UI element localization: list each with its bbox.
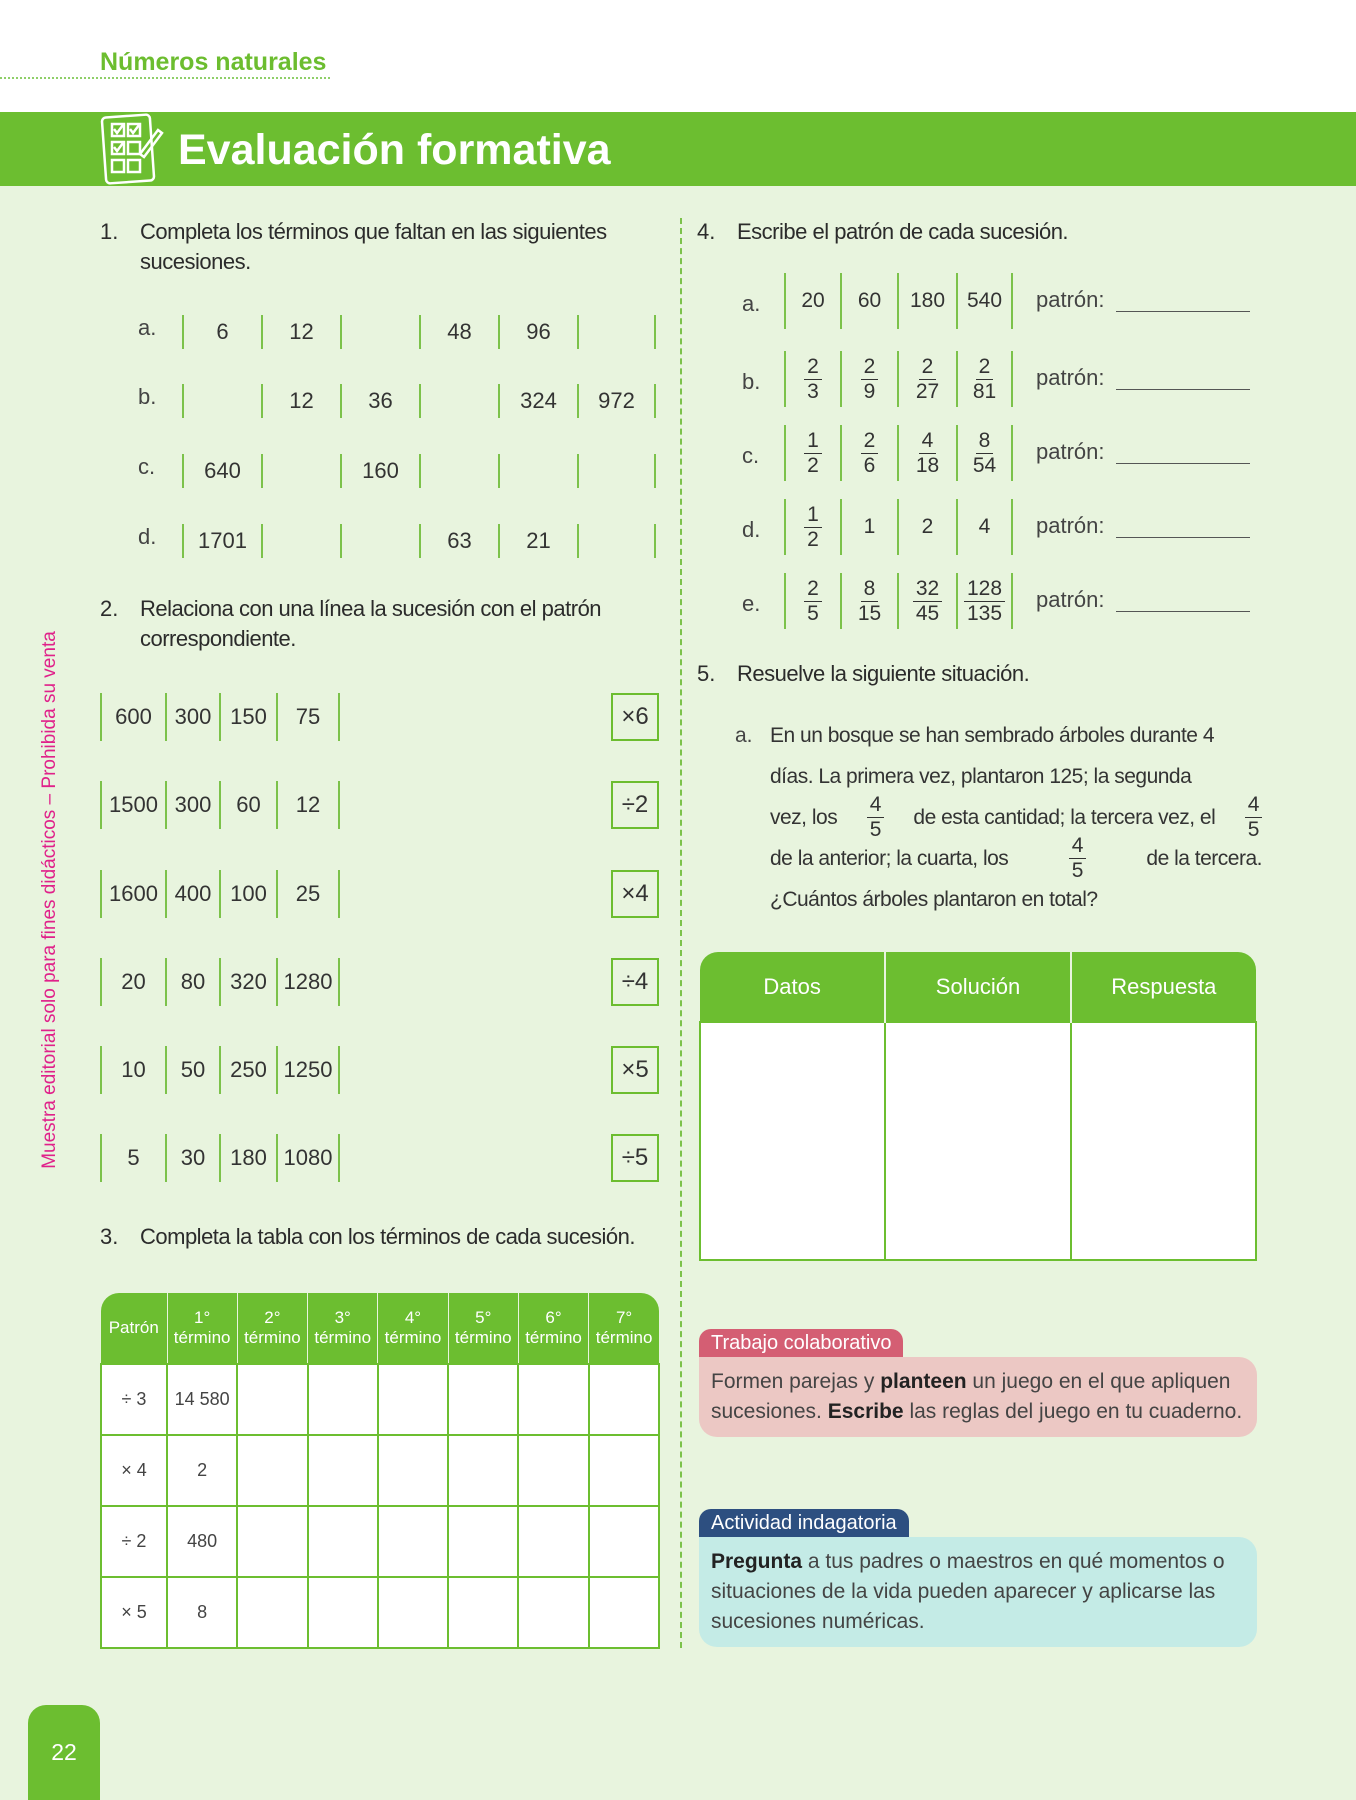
denominator: 5 bbox=[807, 601, 819, 625]
denominator: 135 bbox=[966, 601, 1003, 625]
pattern-label: patrón: bbox=[1036, 365, 1105, 390]
numerator: 2 bbox=[976, 355, 994, 380]
column-divider bbox=[680, 218, 682, 1648]
pattern-box[interactable]: ×5 bbox=[611, 1046, 659, 1094]
sequence-term bbox=[897, 351, 956, 407]
numerator: 4 bbox=[1069, 834, 1086, 859]
sequence-term bbox=[784, 273, 840, 329]
header-term-label: término bbox=[244, 1328, 301, 1347]
blank-term-cell[interactable] bbox=[518, 1506, 588, 1577]
page-number: 22 bbox=[28, 1705, 100, 1800]
blank-term-cell[interactable] bbox=[448, 1577, 518, 1648]
numerator: 2 bbox=[804, 577, 822, 602]
denominator: 81 bbox=[972, 379, 997, 403]
collab-tab: Trabajo colaborativo bbox=[699, 1329, 903, 1357]
denominator: 5 bbox=[869, 818, 881, 841]
term-header bbox=[308, 1293, 378, 1364]
row-label: e. bbox=[742, 591, 761, 616]
fraction bbox=[867, 793, 884, 842]
table-row bbox=[101, 1577, 659, 1648]
respuesta-cell[interactable] bbox=[1071, 1022, 1256, 1260]
numerator: 32 bbox=[913, 577, 942, 602]
sequence-term bbox=[956, 499, 1013, 555]
pattern-label: patrón: bbox=[1036, 587, 1105, 612]
fraction bbox=[804, 355, 822, 404]
row-label: d. bbox=[742, 517, 761, 542]
row-label: b. bbox=[742, 369, 761, 394]
sequence-term: 100 bbox=[219, 870, 276, 918]
sequence-term: 1280 bbox=[276, 958, 340, 1006]
whole-number: 4 bbox=[978, 515, 991, 538]
fraction bbox=[913, 577, 942, 626]
row-label: a. bbox=[742, 291, 761, 316]
blank-term[interactable] bbox=[498, 454, 577, 488]
header-ordinal: 2° bbox=[264, 1308, 281, 1327]
denominator: 9 bbox=[863, 379, 876, 403]
datos-cell[interactable] bbox=[700, 1022, 885, 1260]
solucion-cell[interactable] bbox=[885, 1022, 1070, 1260]
pattern-box[interactable]: ÷5 bbox=[611, 1134, 659, 1182]
fraction bbox=[916, 429, 939, 478]
column-header: Solución bbox=[885, 952, 1070, 1022]
blank-term[interactable] bbox=[577, 315, 656, 349]
question-1 bbox=[100, 217, 670, 277]
blank-term-cell[interactable] bbox=[378, 1577, 448, 1648]
column-header: Datos bbox=[700, 952, 885, 1022]
pattern-box[interactable]: ×4 bbox=[611, 870, 659, 918]
blank-term-cell[interactable] bbox=[518, 1435, 588, 1506]
sequence-term: 75 bbox=[276, 693, 340, 741]
question-prompt: Completa los términos que faltan en las siguientes bbox=[140, 219, 607, 244]
denominator: 15 bbox=[857, 601, 882, 625]
header-ordinal: 3° bbox=[334, 1308, 351, 1327]
header-ordinal: 6° bbox=[545, 1308, 562, 1327]
sequence-term bbox=[897, 573, 956, 629]
sequence-term: 160 bbox=[340, 454, 419, 488]
numerator: 128 bbox=[964, 577, 1005, 602]
question-prompt: Relaciona con una línea la sucesión con el patrón bbox=[140, 596, 602, 621]
sequence-term bbox=[956, 573, 1013, 629]
page-title: Evaluación formativa bbox=[178, 126, 611, 174]
whole-number: 60 bbox=[857, 289, 882, 312]
question-prompt: Escribe el patrón de cada sucesión. bbox=[737, 219, 1069, 244]
text-segment: de la tercera. bbox=[1146, 846, 1262, 870]
sequence-term: 20 bbox=[100, 958, 165, 1006]
watermark-text: Muestra editorial solo para fines didácticos – Prohibida su venta bbox=[39, 631, 60, 1169]
header-term-label: término bbox=[454, 1328, 512, 1347]
text-line bbox=[770, 793, 1262, 841]
header-ordinal: 4° bbox=[404, 1308, 422, 1327]
table-row bbox=[101, 1364, 659, 1435]
sequence-term: 12 bbox=[261, 315, 340, 349]
column-header: Respuesta bbox=[1071, 952, 1256, 1022]
sequence-term bbox=[784, 573, 840, 629]
text-line bbox=[770, 715, 1262, 756]
pattern-cell: ÷ 3 bbox=[101, 1364, 167, 1435]
question-number: 1. bbox=[100, 219, 119, 244]
sequence-term bbox=[897, 425, 956, 481]
pattern-cell: × 5 bbox=[101, 1577, 167, 1648]
sequence-term: 96 bbox=[498, 315, 577, 349]
sequence-term: 1080 bbox=[276, 1134, 340, 1182]
numerator: 2 bbox=[919, 355, 937, 380]
sequence-term: 972 bbox=[577, 384, 656, 418]
header-term-label: término bbox=[384, 1328, 442, 1347]
term-header bbox=[518, 1293, 588, 1364]
question-prompt: Resuelve la siguiente situación. bbox=[737, 661, 1030, 686]
sequence-term bbox=[840, 499, 897, 555]
sequence-term: 1500 bbox=[100, 781, 165, 829]
pattern-header bbox=[101, 1293, 167, 1364]
bold-text: Escribe bbox=[827, 1400, 904, 1423]
table-row bbox=[101, 1435, 659, 1506]
pattern-label: patrón: bbox=[1036, 513, 1105, 538]
text-line bbox=[770, 879, 1262, 920]
sequence-term: 640 bbox=[182, 454, 261, 488]
blank-term-cell[interactable] bbox=[237, 1506, 307, 1577]
sequence-term bbox=[840, 573, 897, 629]
row-label: c. bbox=[742, 443, 760, 468]
inquiry-tab: Actividad indagatoria bbox=[699, 1509, 909, 1537]
fraction bbox=[973, 355, 996, 404]
blank-term-cell[interactable] bbox=[518, 1577, 588, 1648]
blank-term-cell[interactable] bbox=[448, 1435, 518, 1506]
blank-term[interactable] bbox=[419, 384, 498, 418]
header-term-label: término bbox=[314, 1328, 372, 1347]
blank-term-cell[interactable] bbox=[237, 1364, 307, 1435]
fraction bbox=[1245, 793, 1262, 842]
term-header bbox=[448, 1293, 518, 1364]
question-number: 4. bbox=[697, 219, 716, 244]
blank-term-cell[interactable] bbox=[378, 1364, 448, 1435]
denominator: 2 bbox=[807, 527, 819, 551]
header-term-label: término bbox=[173, 1328, 231, 1347]
blank-term[interactable] bbox=[340, 524, 419, 558]
section-title: Números naturales bbox=[100, 48, 327, 76]
denominator: 5 bbox=[1247, 818, 1259, 841]
blank-term-cell[interactable] bbox=[518, 1364, 588, 1435]
sequence-term: 1250 bbox=[276, 1046, 340, 1094]
term-header bbox=[237, 1293, 307, 1364]
term-header bbox=[589, 1293, 659, 1364]
sequence-term bbox=[784, 351, 840, 407]
first-term-cell: 480 bbox=[167, 1506, 237, 1577]
blank-term[interactable] bbox=[577, 524, 656, 558]
row-label: a. bbox=[138, 315, 157, 340]
sequence-term bbox=[897, 499, 956, 555]
blank-term-cell[interactable] bbox=[308, 1435, 378, 1506]
sequence-term bbox=[897, 273, 956, 329]
blank-term-cell[interactable] bbox=[589, 1577, 659, 1648]
row-label: b. bbox=[138, 384, 157, 409]
text-segment: las reglas del juego en tu cuaderno. bbox=[903, 1400, 1243, 1423]
sequence-term: 48 bbox=[419, 315, 498, 349]
pattern-box[interactable]: ÷2 bbox=[611, 781, 659, 829]
sequence-term: 30 bbox=[165, 1134, 219, 1182]
question-prompt: correspondiente. bbox=[140, 626, 296, 651]
fraction bbox=[973, 429, 996, 478]
pattern-cell: ÷ 2 bbox=[101, 1506, 167, 1577]
first-term-cell: 8 bbox=[167, 1577, 237, 1648]
numerator: 4 bbox=[919, 429, 937, 454]
pattern-answer-line[interactable] bbox=[1116, 389, 1250, 390]
numerator: 4 bbox=[867, 793, 884, 818]
text-segment: un juego en el que apliquen sucesiones. bbox=[711, 1370, 1231, 1423]
bold-text: planteen bbox=[880, 1370, 967, 1393]
sequence-term: 36 bbox=[340, 384, 419, 418]
sequence-term: 600 bbox=[100, 693, 165, 741]
term-header bbox=[167, 1293, 237, 1364]
sequence-term: 180 bbox=[219, 1134, 276, 1182]
sequence-term: 60 bbox=[219, 781, 276, 829]
pattern-box[interactable]: ÷4 bbox=[611, 958, 659, 1006]
text-segment: días. La primera vez, plantaron 125; la segunda bbox=[770, 764, 1192, 788]
sequence-term: 320 bbox=[219, 958, 276, 1006]
sequence-term: 21 bbox=[498, 524, 577, 558]
header-ordinal: 5° bbox=[475, 1308, 492, 1327]
numerator: 8 bbox=[976, 429, 994, 454]
denominator: 2 bbox=[807, 453, 819, 477]
blank-term-cell[interactable] bbox=[448, 1506, 518, 1577]
sequence-term: 400 bbox=[165, 870, 219, 918]
sequence-term: 5 bbox=[100, 1134, 165, 1182]
pattern-answer-line[interactable] bbox=[1116, 311, 1250, 312]
denominator: 18 bbox=[915, 453, 940, 477]
pattern-answer-line[interactable] bbox=[1116, 611, 1250, 612]
denominator: 54 bbox=[972, 453, 997, 477]
fraction bbox=[804, 577, 822, 626]
fraction bbox=[964, 577, 1005, 626]
sequence-term: 150 bbox=[219, 693, 276, 741]
question-prompt: Completa la tabla con los términos de cada sucesión. bbox=[140, 1224, 635, 1249]
fraction bbox=[861, 355, 879, 404]
text-segment: vez, los bbox=[770, 805, 838, 829]
fraction bbox=[858, 577, 881, 626]
pattern-label: patrón: bbox=[1036, 287, 1105, 312]
numerator: 2 bbox=[861, 355, 879, 380]
row-label: d. bbox=[138, 524, 157, 549]
sequence-term: 1600 bbox=[100, 870, 165, 918]
sequence-term: 6 bbox=[182, 315, 261, 349]
sequence-term bbox=[784, 499, 840, 555]
pattern-cell: × 4 bbox=[101, 1435, 167, 1506]
collab-box bbox=[699, 1357, 1257, 1437]
header-ordinal: 1° bbox=[194, 1308, 211, 1327]
pattern-box[interactable]: ×6 bbox=[611, 693, 659, 741]
sequence-term: 300 bbox=[165, 693, 219, 741]
sequence-term: 80 bbox=[165, 958, 219, 1006]
checklist-icon bbox=[100, 112, 166, 187]
whole-number: 1 bbox=[863, 515, 876, 538]
pattern-label: patrón: bbox=[1036, 439, 1105, 464]
denominator: 5 bbox=[1071, 859, 1083, 882]
text-line bbox=[770, 756, 1262, 797]
sequence-term bbox=[840, 273, 897, 329]
sequence-term: 50 bbox=[165, 1046, 219, 1094]
question-prompt: sucesiones. bbox=[140, 249, 251, 274]
blank-term-cell[interactable] bbox=[589, 1506, 659, 1577]
pattern-answer-line[interactable] bbox=[1116, 537, 1250, 538]
sequence-term bbox=[784, 425, 840, 481]
text-segment: a tus padres o maestros en qué momentos o situaciones de la vida pueden aparecer y aplicarse las sucesiones numéricas. bbox=[711, 1550, 1225, 1633]
header-ordinal: Patrón bbox=[108, 1318, 159, 1337]
question-number: 2. bbox=[100, 596, 119, 621]
text-segment: Formen parejas y bbox=[711, 1370, 881, 1393]
blank-term-cell[interactable] bbox=[378, 1435, 448, 1506]
whole-number: 180 bbox=[909, 289, 946, 312]
blank-term[interactable] bbox=[419, 454, 498, 488]
blank-term[interactable] bbox=[261, 524, 340, 558]
question-2 bbox=[100, 594, 670, 654]
text-segment: ¿Cuántos árboles plantaron en total? bbox=[770, 887, 1098, 911]
inquiry-box bbox=[699, 1537, 1257, 1647]
row-label: c. bbox=[138, 454, 156, 479]
sequence-term: 12 bbox=[276, 781, 340, 829]
text-segment: de esta cantidad; la tercera vez, el bbox=[913, 805, 1216, 829]
sequence-term bbox=[840, 351, 897, 407]
sequence-term bbox=[956, 425, 1013, 481]
fraction bbox=[861, 429, 879, 478]
sequence-term: 1701 bbox=[182, 524, 261, 558]
blank-term-cell[interactable] bbox=[308, 1364, 378, 1435]
blank-term[interactable] bbox=[261, 454, 340, 488]
whole-number: 540 bbox=[966, 289, 1003, 312]
term-header bbox=[378, 1293, 448, 1364]
text-segment: de la anterior; la cuarta, los bbox=[770, 846, 1009, 870]
denominator: 3 bbox=[807, 379, 819, 403]
sequence-term bbox=[956, 273, 1013, 329]
table-row bbox=[101, 1506, 659, 1577]
numerator: 2 bbox=[804, 355, 822, 380]
header-ordinal: 7° bbox=[615, 1308, 633, 1327]
header-term-label: término bbox=[525, 1328, 582, 1347]
fraction bbox=[1069, 834, 1086, 883]
sequence-term: 25 bbox=[276, 870, 340, 918]
fraction bbox=[804, 503, 822, 552]
sequence-term: 10 bbox=[100, 1046, 165, 1094]
blank-term-cell[interactable] bbox=[448, 1364, 518, 1435]
blank-term-cell[interactable] bbox=[308, 1506, 378, 1577]
first-term-cell: 2 bbox=[167, 1435, 237, 1506]
sequence-term bbox=[956, 351, 1013, 407]
sequence-term: 12 bbox=[261, 384, 340, 418]
sequence-term: 324 bbox=[498, 384, 577, 418]
first-term-cell: 14 580 bbox=[167, 1364, 237, 1435]
blank-term-cell[interactable] bbox=[308, 1577, 378, 1648]
problem-text bbox=[770, 715, 1262, 920]
numerator: 1 bbox=[804, 503, 822, 528]
sequence-term: 250 bbox=[219, 1046, 276, 1094]
blank-term-cell[interactable] bbox=[378, 1506, 448, 1577]
numerator: 2 bbox=[861, 429, 879, 454]
text-line bbox=[770, 834, 1262, 882]
blank-term[interactable] bbox=[577, 454, 656, 488]
question-number: 3. bbox=[100, 1224, 119, 1249]
whole-number: 2 bbox=[921, 515, 934, 538]
pattern-answer-line[interactable] bbox=[1116, 463, 1250, 464]
denominator: 27 bbox=[915, 379, 940, 403]
numerator: 8 bbox=[861, 577, 879, 602]
denominator: 45 bbox=[915, 601, 940, 625]
blank-term[interactable] bbox=[340, 315, 419, 349]
denominator: 6 bbox=[863, 453, 876, 477]
whole-number: 20 bbox=[801, 289, 825, 312]
numerator: 1 bbox=[804, 429, 822, 454]
sequence-term: 63 bbox=[419, 524, 498, 558]
fraction bbox=[804, 429, 822, 478]
text-segment: En un bosque se han sembrado árboles durante 4 bbox=[770, 723, 1214, 747]
question-number: 5. bbox=[697, 661, 716, 686]
blank-term-cell[interactable] bbox=[589, 1435, 659, 1506]
section-title-rule bbox=[0, 77, 330, 79]
item-label: a. bbox=[735, 724, 753, 747]
solution-table bbox=[699, 952, 1257, 1261]
fraction bbox=[916, 355, 939, 404]
blank-term-cell[interactable] bbox=[237, 1435, 307, 1506]
blank-term[interactable] bbox=[182, 384, 261, 418]
sequence-term: 300 bbox=[165, 781, 219, 829]
header-term-label: término bbox=[595, 1328, 653, 1347]
blank-term-cell[interactable] bbox=[589, 1364, 659, 1435]
sequence-term bbox=[840, 425, 897, 481]
numerator: 4 bbox=[1245, 793, 1262, 818]
blank-term-cell[interactable] bbox=[237, 1577, 307, 1648]
bold-text: Pregunta bbox=[711, 1550, 803, 1573]
terms-table bbox=[100, 1293, 660, 1649]
